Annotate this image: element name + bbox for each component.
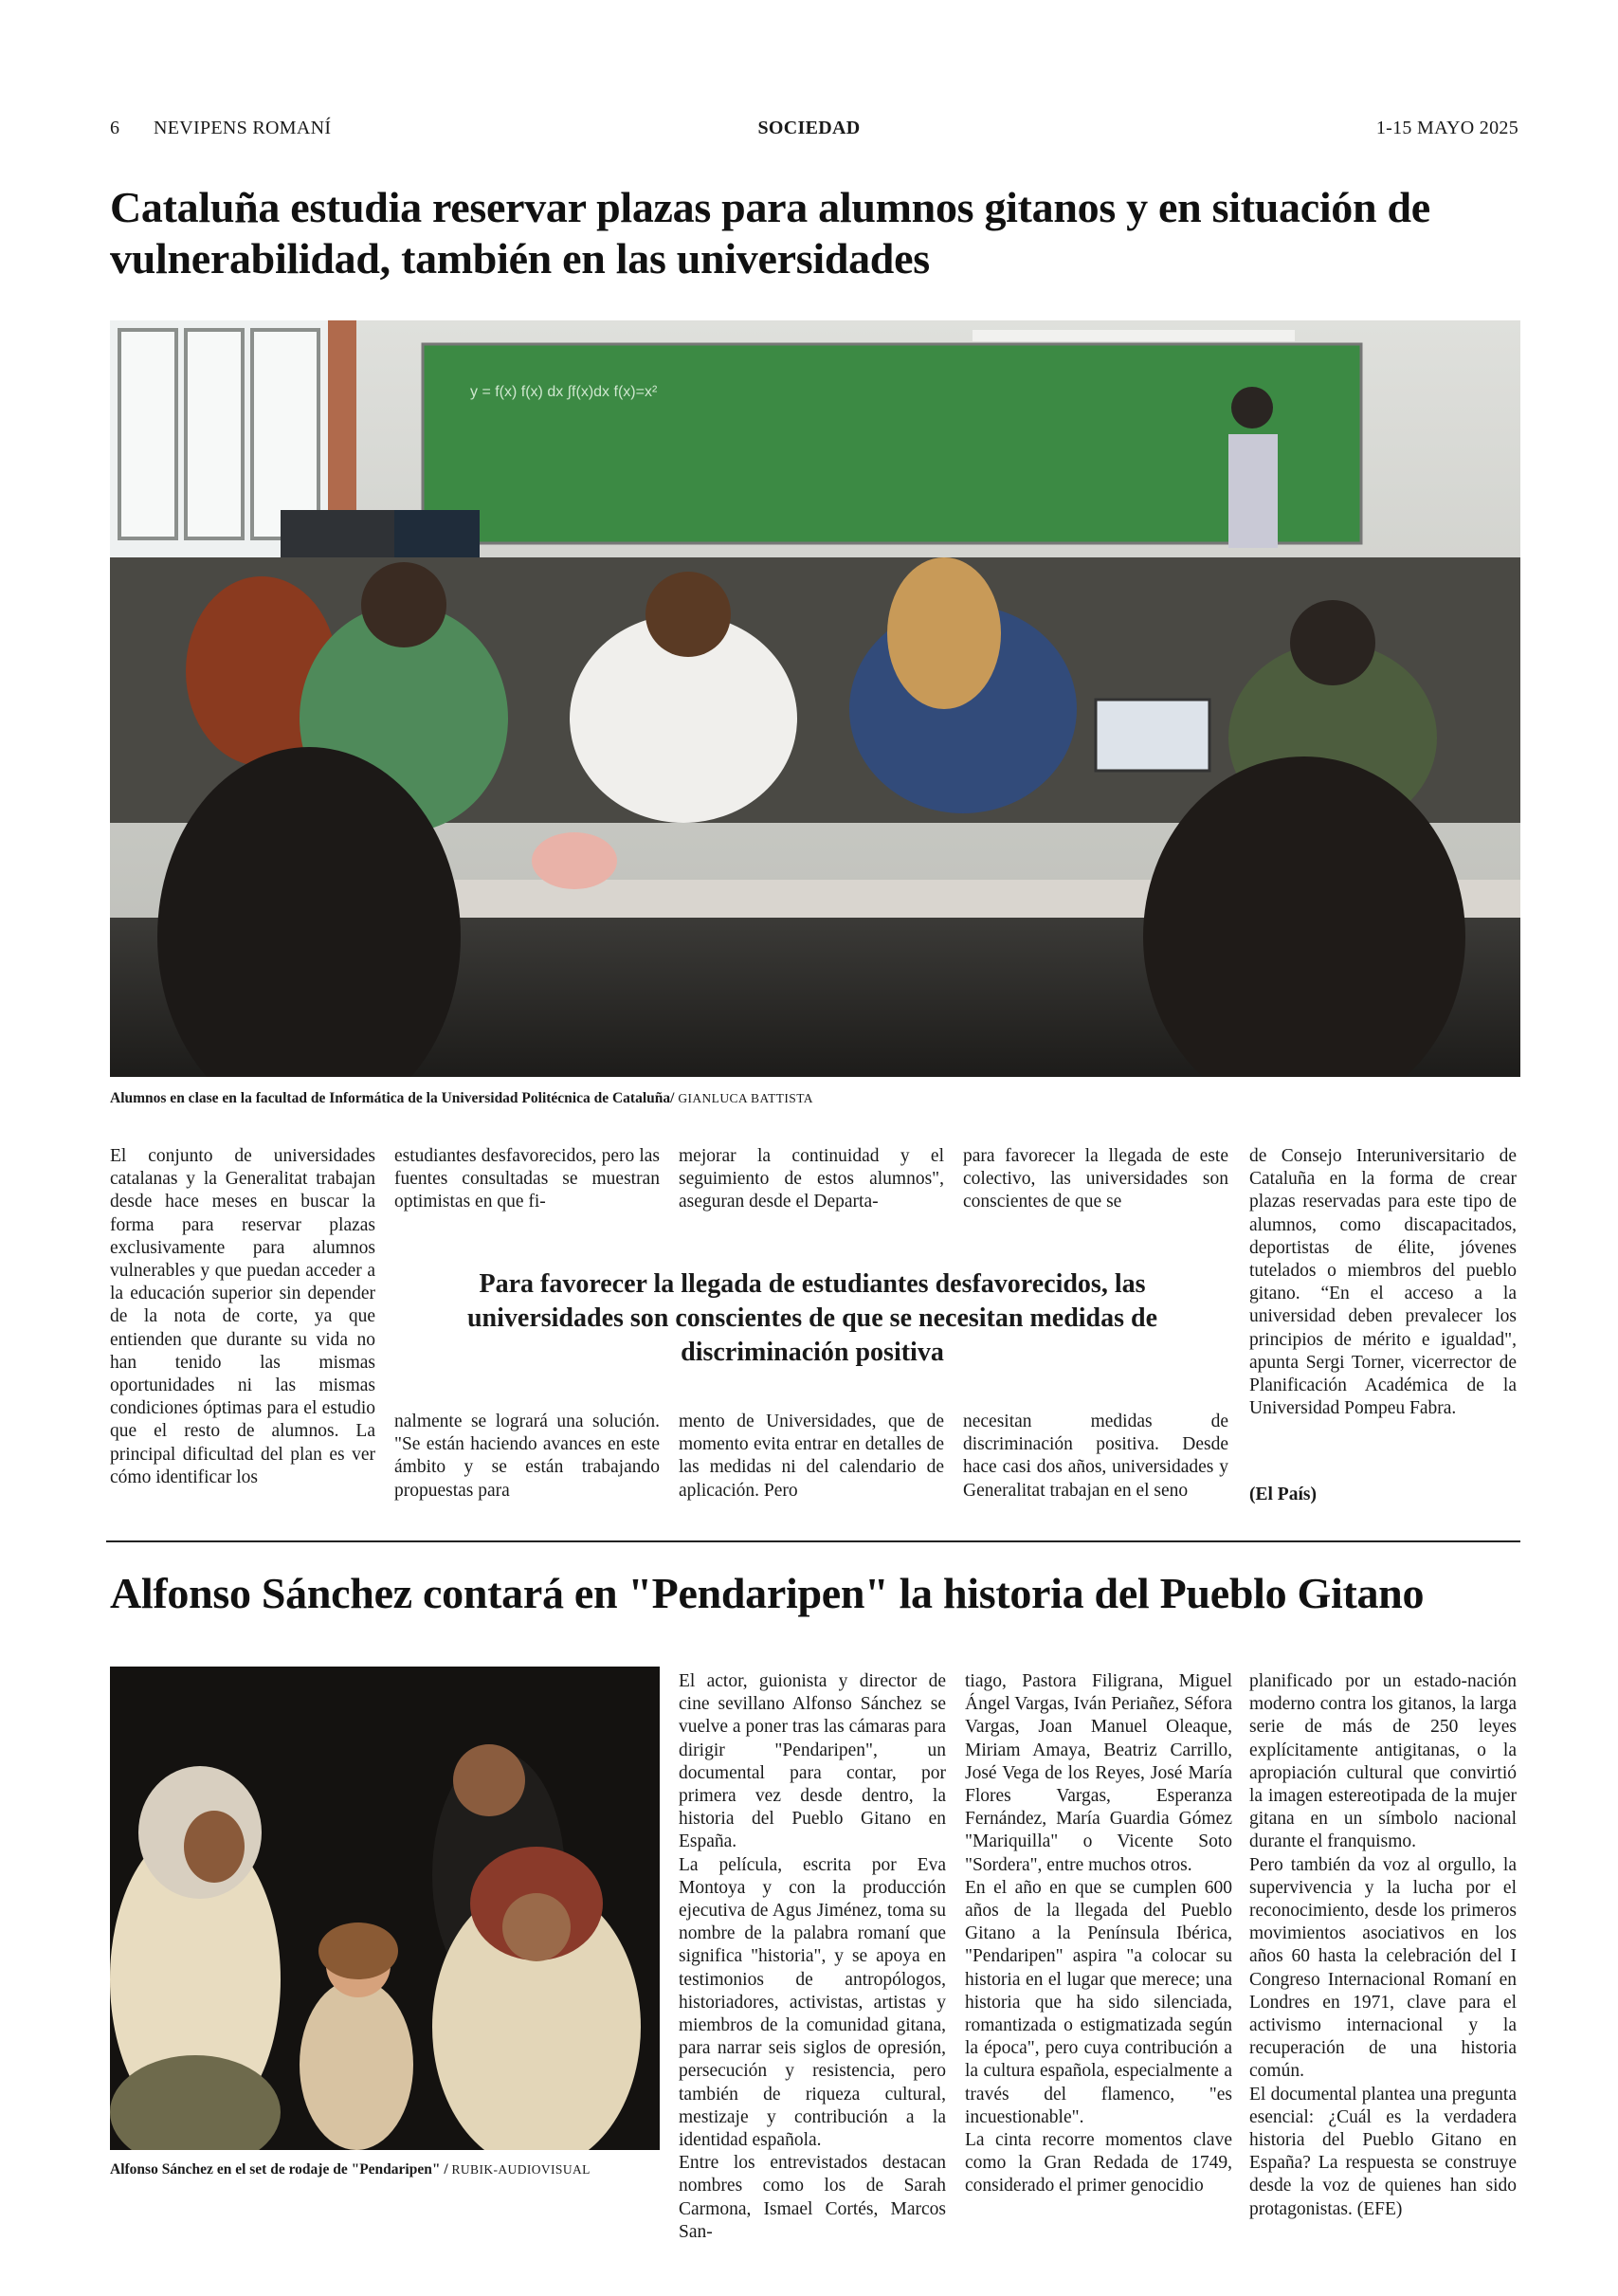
article-column-4: para favorecer la llegada de este colectivo, las universidades son conscientes de que se: [963, 1146, 1228, 1212]
section-name: SOCIEDAD: [757, 118, 861, 138]
article2-column-2: tiago, Pastora Filigrana, Miguel Ángel Vargas, Iván Periañez, Séfora Vargas, Joan Manuel Oleaque, Miriam Amaya, Beatriz Carrillo, José Vega de los Reyes, José María Flores Vargas, Esperanza Fernández, María Guardia Gómez "Mariquilla" o Vicente Soto "Sordera", entre muchos otros. En el año en que se cumplen 600 años de la llegada del Pueblo Gitano a la Península Ibérica, "Pendaripen" aspira "a colocar su historia en el lugar que merece; una historia que ha sido silenciada, romantizada o estigmatizada según la época", pero cuya contribución a la cultura española, especialmente a través del flamenco, "es incuestionable". La cinta recorre momentos clave como la Gran Redada de 1749, considerado el primer genocidio: [965, 1671, 1232, 2196]
caption-text: Alumnos en clase en la facultad de Informática de la Universidad Politécnica de Cataluña/: [110, 1090, 675, 1106]
article2-column-1: El actor, guionista y director de cine sevillano Alfonso Sánchez se vuelve a poner tras las cámaras para dirigir "Pendaripen", un documental para contar, por primera vez desde dentro, la historia del Pueblo Gitano en España. La película, escrita por Eva Montoya y con la producción ejecutiva de Agus Jiménez, toma su nombre de la palabra romaní que significa "historia", y se apoya en testimonios de antropólogos, historiadores, activistas, artistas y miembros de la comunidad gitana, para narrar seis siglos de opresión, persecución y resistencia, pero también de riqueza cultural, mestizaje y contribución a la identidad española. Entre los entrevistados destacan nombres como los de Sarah Carmona, Ismael Cortés, Marcos San-: [679, 1671, 946, 2242]
photo-caption-2: [110, 2161, 660, 2178]
section-divider: [106, 1540, 1520, 1542]
photo-credit-2: RUBIK-AUDIOVISUAL: [451, 2162, 591, 2177]
page-number: 6: [110, 118, 120, 138]
article-headline-2: Alfonso Sánchez contará en "Pendaripen" la historia del Pueblo Gitano: [110, 1569, 1425, 1617]
caption-text-2: Alfonso Sánchez en el set de rodaje de "Pendaripen" /: [110, 2161, 452, 2178]
article-column-4-continued: necesitan medidas de discriminación positiva. Desde hace casi dos años, universidades y Generalitat trabajan en el seno: [963, 1412, 1228, 1501]
issue-date: 1-15 MAYO 2025: [1375, 118, 1518, 138]
pull-quote: Para favorecer la llegada de estudiantes desfavorecidos, las universidades son conscientes de que se necesitan medidas de discriminación positiva: [466, 1269, 1158, 1367]
article2-column-3: planificado por un estado-nación moderno contra los gitanos, la larga serie de más de 250 leyes explícitamente antigitanas, o la apropiación cultural que convirtió la imagen estereotipada de la mujer gitana en un símbolo nacional durante el franquismo. Pero también da voz al orgullo, la supervivencia y la lucha por el reconocimiento, desde los primeros movimientos asociativos en los años 60 hasta la celebración del I Congreso Internacional Romaní en Londres en 1971, clave para el activismo internacional y la recuperación de una historia común. El documental plantea una pregunta esencial: ¿Cuál es la verdadera historia del Pueblo Gitano en España? La respuesta se construye desde la voz de quienes han sido protagonistas. (EFE): [1249, 1671, 1517, 2219]
film-set-photo: [110, 1667, 660, 2150]
classroom-photo: [110, 320, 1520, 1077]
article-column-3: mejorar la continuidad y el seguimiento de estos alumnos", aseguran desde el Departa-: [679, 1146, 944, 1212]
photo-credit: GIANLUCA BATTISTA: [678, 1091, 813, 1105]
article-source: (El País): [1249, 1485, 1317, 1504]
article-column-5: de Consejo Interuniversitario de Cataluña en la forma de crear plazas reservadas para este tipo de alumnos, como discapacitados, deportistas de élite, jóvenes tutelados o miembros del pueblo gitano. “En el acceso a la universidad deben prevalecer los principios de mérito e igualdad", apunta Sergi Torner, vicerrector de Planificación Académica de la Universidad Pompeu Fabra.: [1249, 1146, 1517, 1419]
article-column-2: estudiantes desfavorecidos, pero las fuentes consultadas se muestran optimistas en que fi-: [394, 1146, 660, 1212]
article-column-3-continued: mento de Universidades, que de momento evita entrar en detalles de las medidas ni del calendario de aplicación. Pero: [679, 1412, 944, 1501]
article-column-2-continued: nalmente se logrará una solución. "Se están haciendo avances en este ámbito y se están trabajando propuestas para: [394, 1412, 660, 1501]
article-column-1: El conjunto de universidades catalanas y la Generalitat trabajan desde hace meses en buscar la forma para reservar plazas exclusivamente para alumnos vulnerables y que puedan acceder a la educación superior sin depender de la nota de corte, ya que entienden que durante su vida no han tenido las mismas oportunidades ni las mismas condiciones óptimas para el estudio que el resto de alumnos. La principal dificultad del plan es ver cómo identificar los: [110, 1146, 375, 1487]
photo-caption: [110, 1090, 1342, 1107]
article-headline: Cataluña estudia reservar plazas para alumnos gitanos y en situación de vulnerabilidad, también en las universidades: [110, 183, 1430, 282]
publication-name: NEVIPENS ROMANÍ: [154, 118, 332, 138]
board-text: y = f(x) f(x) dx ∫f(x)dx f(x)=x²: [470, 384, 658, 400]
